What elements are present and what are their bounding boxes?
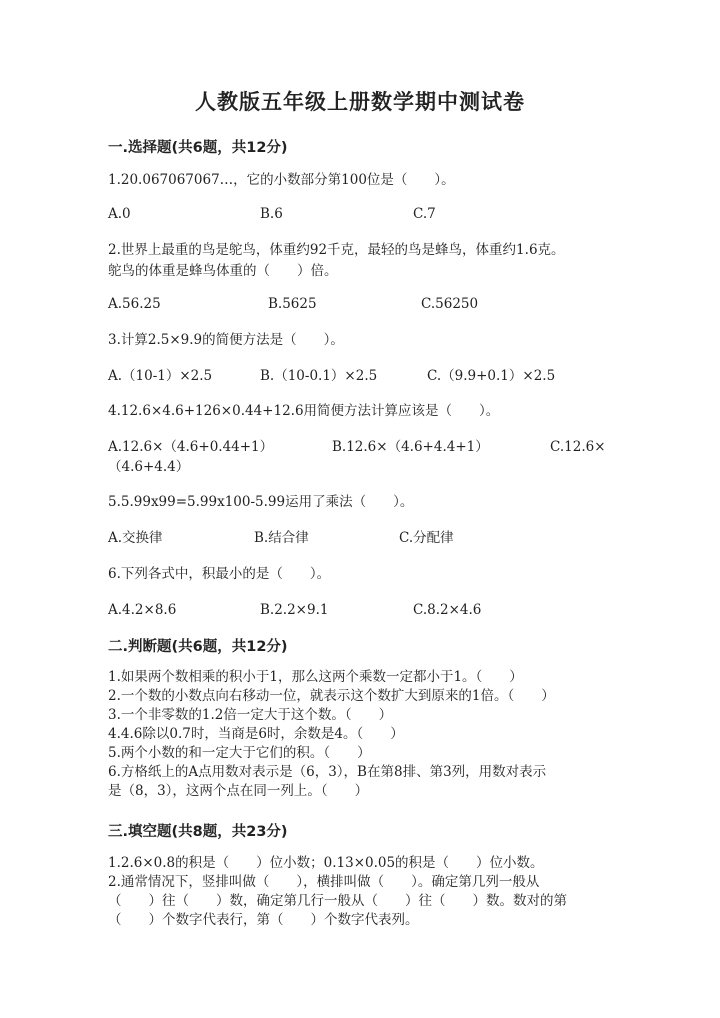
option-c: C.12.6×	[550, 439, 606, 455]
option-b: B.5625	[268, 296, 317, 312]
section-heading-fill: 三.填空题(共8题，共23分)	[108, 824, 288, 840]
option-c-continued: （4.6+4.4）	[108, 459, 190, 475]
option-a: A.交换律	[108, 530, 163, 546]
option-a: A.（10-1）×2.5	[108, 368, 213, 384]
page-title: 人教版五年级上册数学期中测试卷	[195, 90, 525, 114]
list-item: 4.4.6除以0.7时，当商是6时，余数是4。（ ）	[108, 726, 404, 742]
option-c: C.分配律	[399, 530, 454, 546]
question-text: 6.下列各式中，积最小的是（ ）。	[108, 566, 331, 582]
option-c: C.（9.9+0.1）×2.5	[427, 368, 556, 384]
option-a: A.56.25	[108, 296, 161, 312]
list-item: 3.一个非零数的1.2倍一定大于这个数。（ ）	[108, 707, 393, 723]
section-heading-judgment: 二.判断题(共6题，共12分)	[108, 639, 288, 655]
question-5	[108, 492, 616, 513]
option-c: C.7	[413, 206, 436, 222]
option-c: C.8.2×4.6	[413, 602, 482, 618]
question-text-line2: 鸵鸟的体重是蜂鸟体重的（ ）倍。	[108, 263, 338, 279]
list-item: 1.2.6×0.8的积是（ ）位小数；0.13×0.05的积是（ ）位小数。	[108, 855, 544, 871]
option-a: A.0	[108, 206, 131, 222]
question-text: 4.12.6×4.6+126×0.44+12.6用简便方法计算应该是（ ）。	[108, 403, 500, 419]
question-text: 3.计算2.5×9.9的简便方法是（ ）。	[108, 332, 344, 348]
list-item: 5.两个小数的和一定大于它们的积。（ ）	[108, 745, 371, 761]
list-item: 1.如果两个数相乘的积小于1，那么这两个乘数一定都小于1。（ ）	[108, 669, 523, 685]
question-text-line1: 2.世界上最重的鸟是鸵鸟，体重约92千克，最轻的鸟是蜂鸟，体重约1.6克。	[108, 242, 565, 258]
option-b: B.结合律	[254, 530, 309, 546]
option-a: A.12.6×（4.6+0.44+1）	[108, 439, 274, 455]
question-6	[108, 564, 616, 585]
fill-list	[108, 854, 616, 930]
question-3	[108, 330, 616, 351]
question-text: 1.20.067067067…，它的小数部分第100位是（ ）。	[108, 172, 455, 188]
list-item: 6.方格纸上的A点用数对表示是（6，3），B在第8排、第3列，用数对表示	[108, 764, 547, 780]
question-1	[108, 170, 616, 191]
question-text: 5.5.99x99=5.99x100-5.99运用了乘法（ ）。	[108, 494, 414, 510]
section-heading-choice: 一.选择题(共6题，共12分)	[108, 140, 288, 156]
list-item: （ ）个数字代表行，第（ ）个数字代表列。	[108, 912, 419, 928]
list-item: （ ）往（ ）数，确定第几行一般从（ ）往（ ）数。数对的第	[108, 893, 567, 909]
option-b: B.（10-0.1）×2.5	[260, 368, 378, 384]
list-item: 是（8，3），这两个点在同一列上。（ ）	[108, 783, 369, 799]
option-b: B.6	[260, 206, 283, 222]
question-2	[108, 240, 616, 282]
option-a: A.4.2×8.6	[108, 602, 177, 618]
option-b: B.12.6×（4.6+4.4+1）	[332, 439, 489, 455]
list-item: 2.通常情况下，竖排叫做（ ），横排叫做（ ）。确定第几列一般从	[108, 874, 540, 890]
option-b: B.2.2×9.1	[260, 602, 329, 618]
option-c: C.56250	[421, 296, 479, 312]
list-item: 2.一个数的小数点向右移动一位，就表示这个数扩大到原来的1倍。（ ）	[108, 688, 555, 704]
judgment-list	[108, 668, 616, 801]
question-4	[108, 401, 616, 422]
